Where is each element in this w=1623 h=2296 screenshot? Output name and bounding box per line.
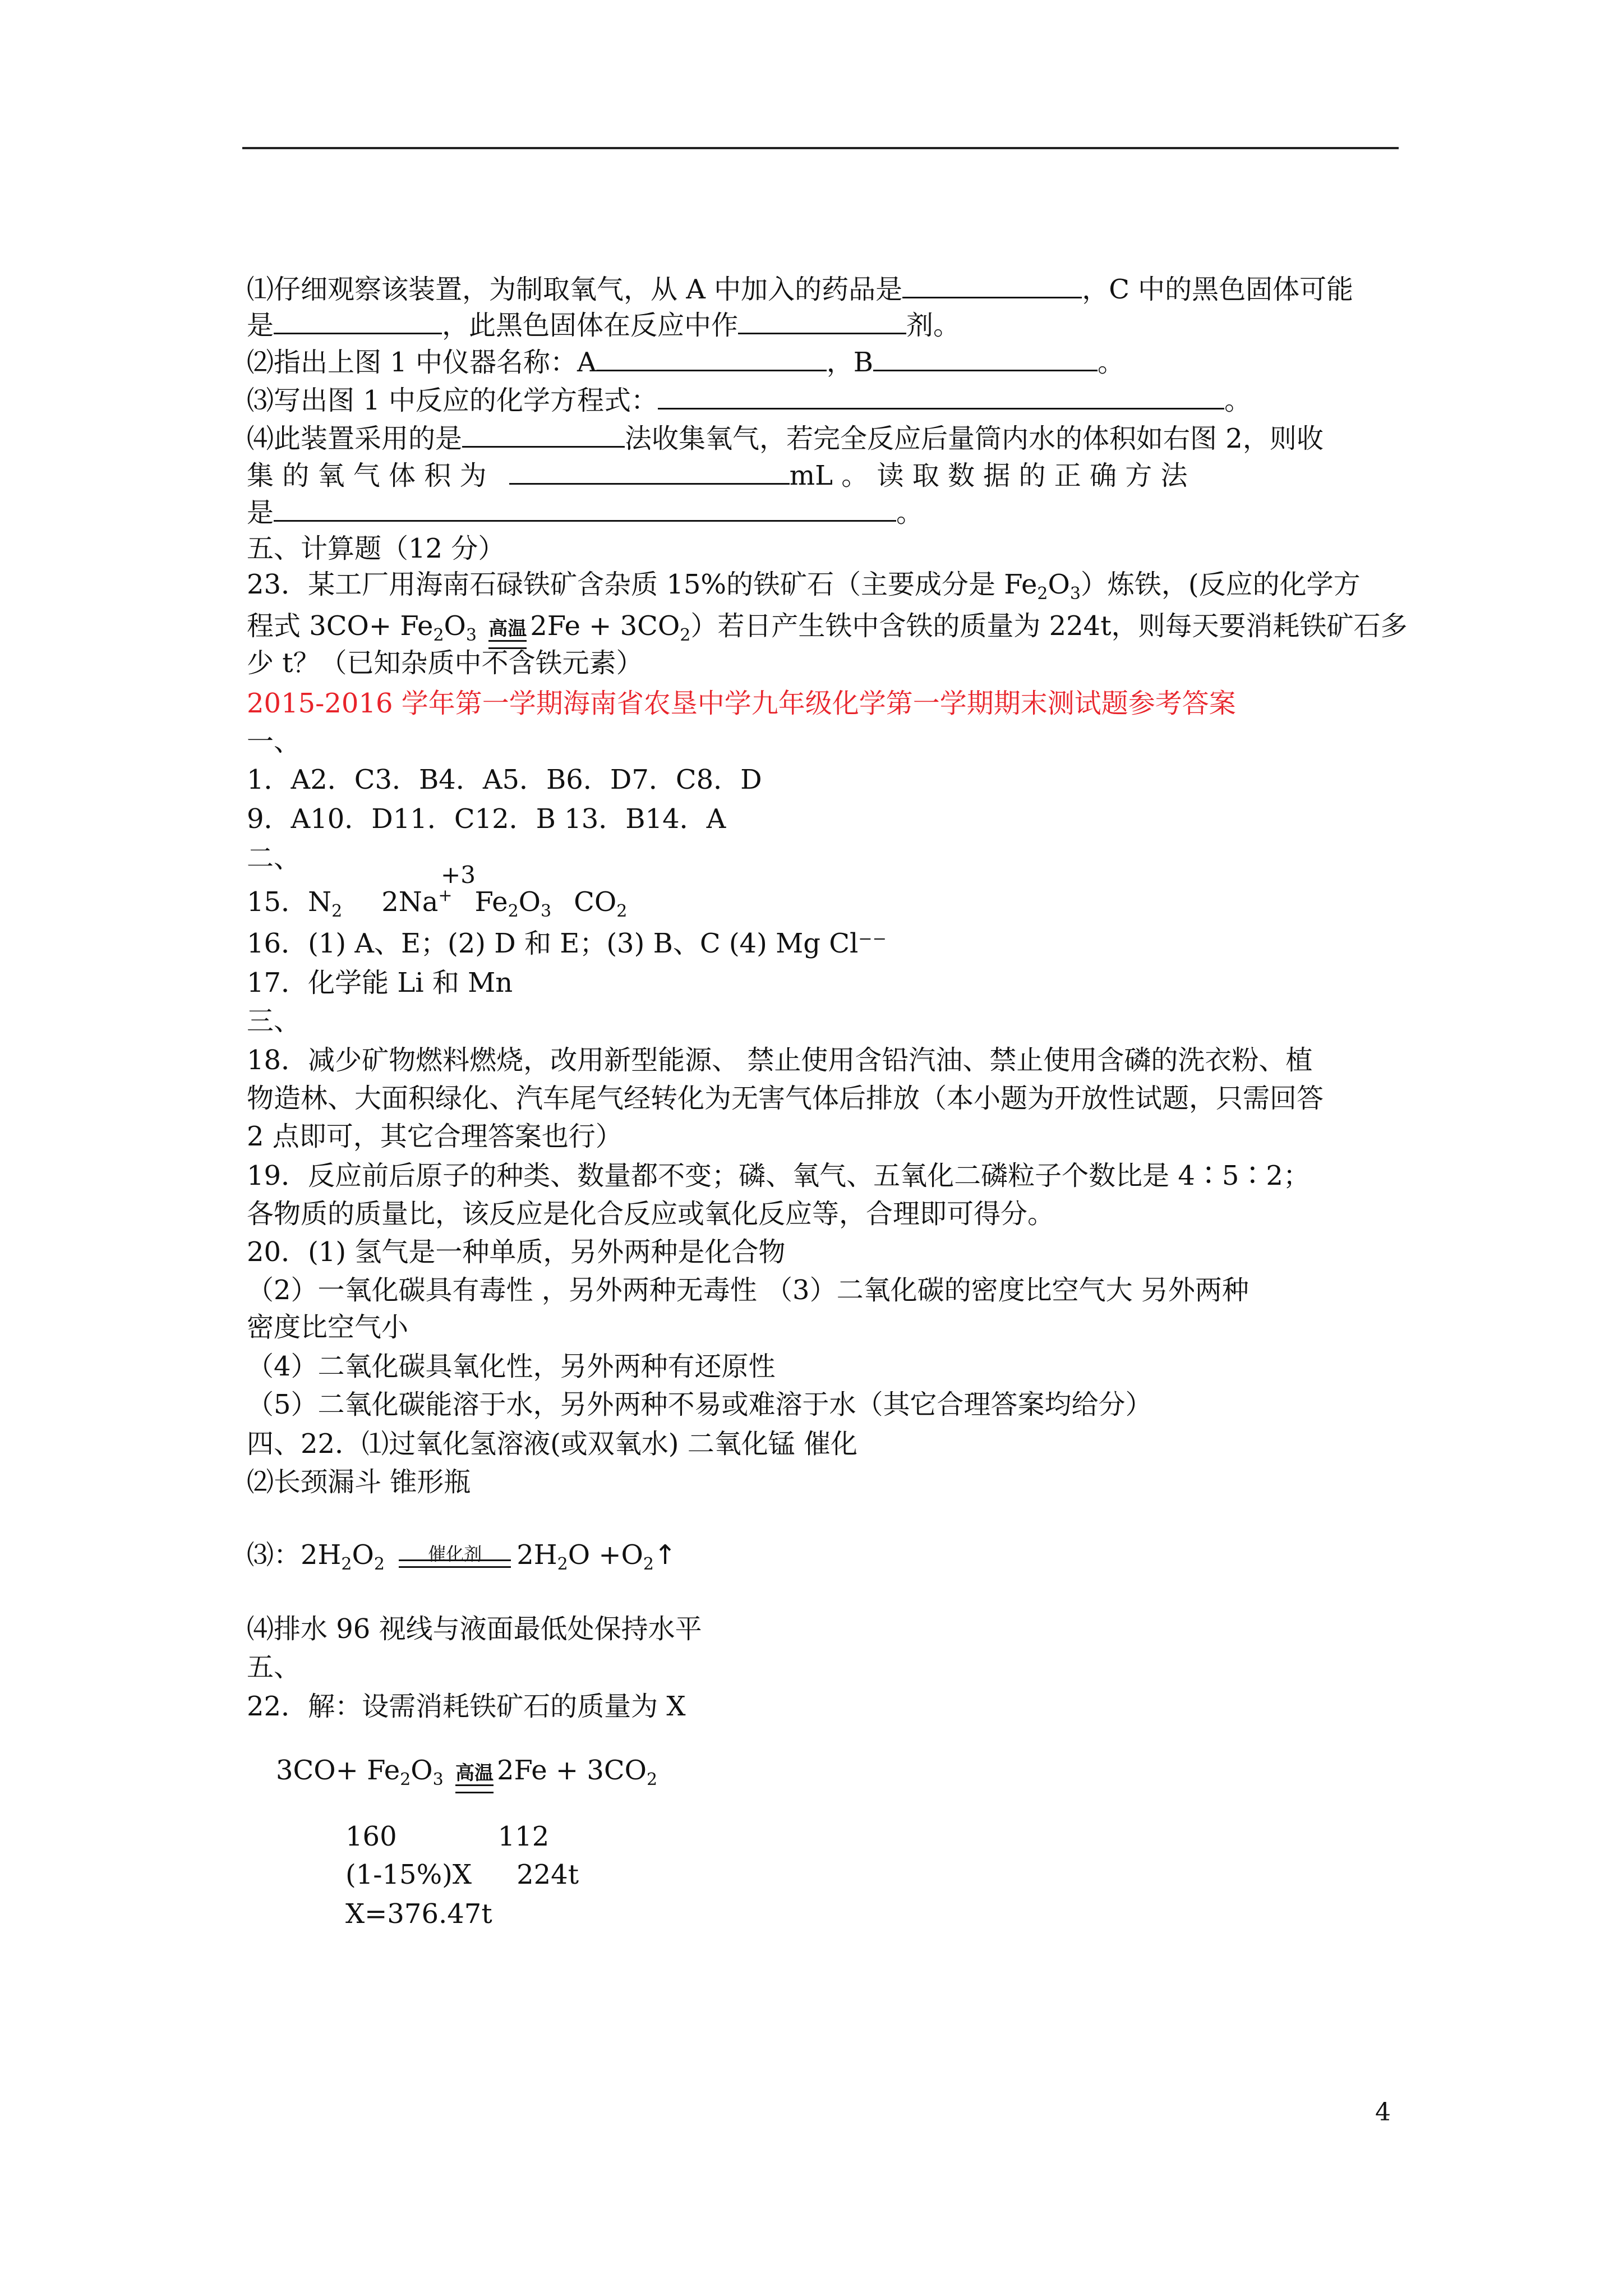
q22-part4-line3: 是 。 (247, 495, 1396, 531)
section-2-label: 二、 (247, 843, 301, 874)
answer-22-part1: 四、22．⑴过氧化氢溶液(或双氧水) 二氧化锰 催化 (247, 1428, 858, 1460)
answer-20-line1: 20．(1) 氢气是一种单质，另外两种是化合物 (247, 1236, 786, 1268)
answer-22-part4: ⑷排水 96 视线与液面最低处保持水平 (247, 1613, 702, 1645)
answer-22-part3-equation: ⑶：$2H_2O_2$ 催化剂 $2H_2O$ $+O_2↑$ (247, 1539, 677, 1574)
q22-part4-line2: 集 的 氧 气 体 积 为 mL 。 读 取 数 据 的 正 确 方 法 (247, 458, 1396, 494)
solution-result: X=376.47t (345, 1898, 492, 1930)
gas-arrow-icon: ↑ (654, 1539, 677, 1571)
answer-blank[interactable] (509, 458, 790, 485)
q22-part3: ⑶写出图 1 中反应的化学方程式： 。 (247, 383, 1396, 418)
solution-row-2: (1-15%)X 224t (345, 1859, 579, 1890)
answer-blank[interactable] (873, 345, 1098, 371)
q22-part1-line2: 是 ，此黑色固体在反应中作 剂。 (247, 307, 1396, 343)
q23-line3: 少 t？（已知杂质中不含铁元素） (247, 647, 643, 679)
answer-key-title: 2015-2016 学年第一学期海南省农垦中学九年级化学第一学期期末测试题参考答案 (247, 688, 1236, 719)
page-number: 4 (1375, 2098, 1391, 2127)
answer-blank[interactable] (738, 308, 906, 334)
answer-blank[interactable] (274, 308, 442, 334)
section-1-label: 一、 (247, 726, 301, 757)
answer-17: 17．化学能 Li 和 Mn (247, 967, 513, 999)
solution-equation: $3CO+ Fe_2O_3$ 高温 $2Fe + 3CO_2$ (276, 1752, 1426, 1793)
section-5-label: 五、 (247, 1651, 301, 1683)
answer-19-line2: 各物质的质量比，该反应是化合反应或氧化反应等，合理即可得分。 (247, 1198, 1055, 1230)
q23-line2: 程式 $3CO+ Fe_2O_3$ 高温 $2Fe + 3CO_2$）若日产生铁中含铁的质量为 224t，则每天要消耗铁矿石多 (247, 608, 1396, 649)
valence-mark: +3 (441, 861, 476, 889)
section-5-title: 五、计算题（12 分） (247, 533, 505, 564)
answers-1-8: 1．A2．C3．B4．A5．B6．D7．C8．D (247, 764, 762, 795)
answer-18-line1: 18．减少矿物燃料燃烧，改用新型能源、 禁止使用含铅汽油、禁止使用含磷的洗衣粉、植 (247, 1045, 1313, 1076)
header-rule (242, 147, 1399, 149)
q22-part4-line1: ⑷此装置采用的是 法收集氧气，若完全反应后量筒内水的体积如右图 2，则收 (247, 421, 1396, 457)
q22-part2: ⑵指出上图 1 中仪器名称：A ，B 。 (247, 344, 1396, 380)
solution-intro: 22．解：设需消耗铁矿石的质量为 X (247, 1691, 686, 1722)
reaction-condition: 高温 (455, 1763, 494, 1793)
answer-18-line2: 物造林、大面积绿化、汽车尾气经转化为无害气体后排放（本小题为开放性试题，只需回答 (247, 1083, 1324, 1114)
answer-22-part2: ⑵长颈漏斗 锥形瓶 (247, 1466, 471, 1498)
answer-20-line5: （5）二氧化碳能溶于水，另外两种不易或难溶于水（其它合理答案均给分） (247, 1389, 1152, 1420)
reaction-condition: 高温 (488, 619, 527, 649)
answer-19-line1: 19．反应前后原子的种类、数量都不变；磷、氧气、五氧化二磷粒子个数比是 4∶5∶2； (247, 1160, 1310, 1191)
q23-line1: 23．某工厂用海南石碌铁矿含杂质 15%的铁矿石（主要成分是 $Fe_2O_3$）炼铁，(反应的化学方 (247, 569, 1361, 604)
answers-9-14: 9．A10．D11．C12．B 13．B14．A (247, 803, 726, 835)
answer-blank[interactable] (274, 495, 896, 522)
solution-row-1: 160 112 (345, 1821, 550, 1852)
answer-18-line3: 2 点即可，其它合理答案也行） (247, 1121, 623, 1152)
answer-blank[interactable] (658, 383, 1224, 409)
answer-blank[interactable] (462, 421, 625, 448)
answer-20-line2: （2）一氧化碳具有毒性 ，另外两种无毒性 （3）二氧化碳的密度比空气大 另外两种 (247, 1274, 1249, 1306)
answer-20-line3: 密度比空气小 (247, 1312, 409, 1343)
answer-blank[interactable] (597, 345, 827, 371)
answer-20-line4: （4）二氧化碳具氧化性，另外两种有还原性 (247, 1351, 776, 1382)
q22-part1-line1: ⑴仔细观察该装置，为制取氧气，从 A 中加入的药品是 ，C 中的黑色固体可能 (247, 272, 1396, 307)
answer-16: 16．(1) A、E；(2) D 和 E；(3) B、C (4) Mg Cl⁻⁻ (247, 928, 887, 959)
section-3-label: 三、 (247, 1005, 301, 1037)
answer-15: 15．$N_2$ 2Na+ $Fe_2O_3$ $CO_2$ (247, 886, 628, 921)
catalyst-condition: 催化剂 (399, 1539, 511, 1575)
answer-blank[interactable] (902, 272, 1082, 298)
